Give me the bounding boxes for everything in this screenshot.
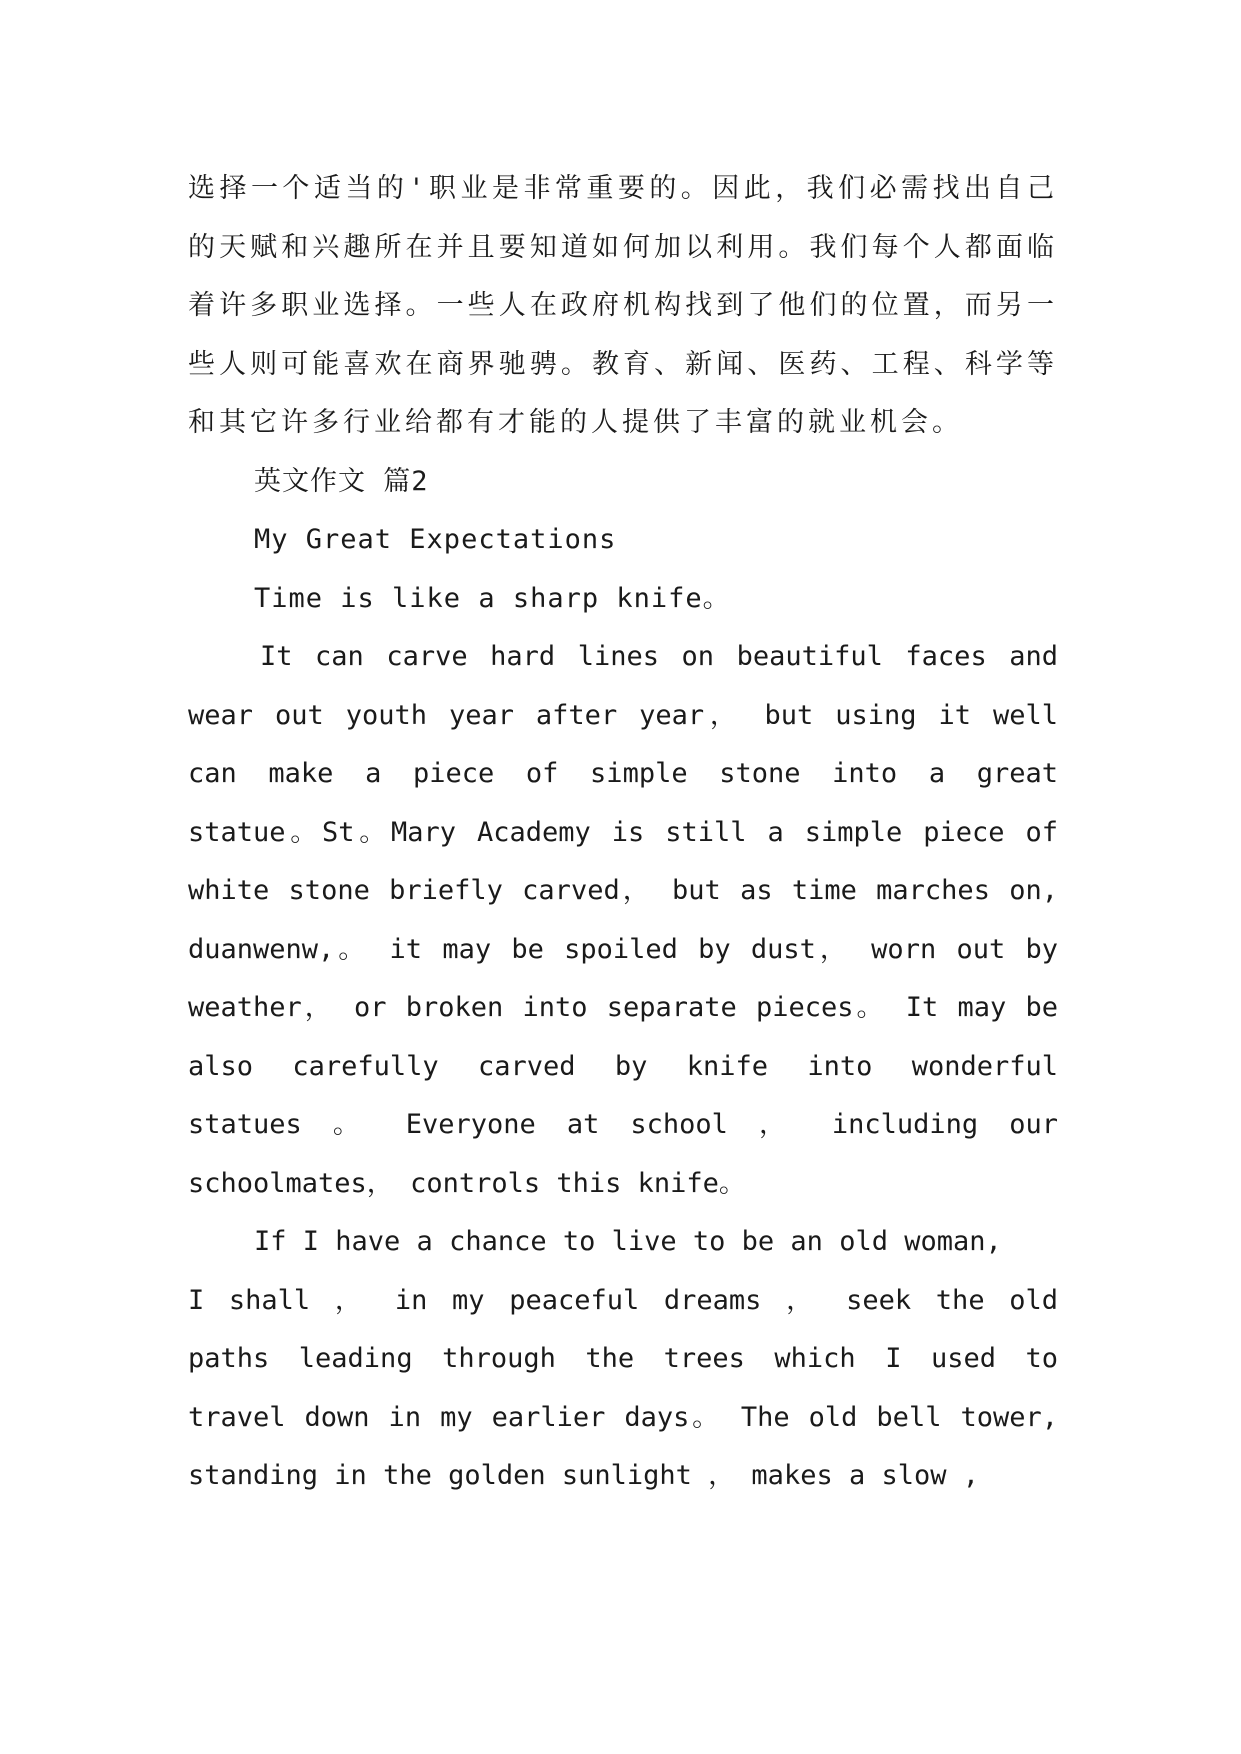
paragraph-2 — [188, 628, 1058, 1213]
document-body — [188, 160, 1058, 1506]
paragraph-line: can make a piece of simple stone into a great — [188, 758, 1058, 789]
paragraph-line: duanwenw,。 it may be spoiled by dust， worn out by — [188, 933, 1058, 965]
paragraph-line: It can carve hard lines on beautiful faces and — [260, 641, 1058, 672]
paragraph-line: I shall ， in my peaceful dreams ， seek the old — [188, 1284, 1058, 1316]
paragraph-line: standing in the golden sunlight ， makes a slow , — [188, 1460, 980, 1491]
paragraph-line: also carefully carved by knife into wonderful — [188, 1050, 1058, 1082]
paragraph-line: paths leading through the trees which I used to — [188, 1343, 1058, 1374]
essay-title: My Great Expectations — [254, 524, 617, 555]
paragraph-line: white stone briefly carved， but as time marches on, — [188, 875, 1058, 906]
chinese-paragraph: 选择一个适当的'职业是非常重要的。因此，我们必需找出自己的天赋和兴趣所在并且要知道如何加以利用。我们每个人都面临着许多职业选择。一些人在政府机构找到了他们的位置，而另一些人则可能喜欢在商界驰骋。教育、新闻、医药、工程、科学等和其它许多行业给都有才能的人提供了丰富的就业机会。 — [188, 173, 1058, 438]
paragraph-1: Time is like a sharp knife。 — [254, 582, 731, 614]
paragraph-3 — [188, 1213, 1058, 1506]
paragraph-line: schoolmates， controls this knife。 — [188, 1167, 746, 1199]
paragraph-line: wear out youth year after year， but using it well — [188, 699, 1058, 731]
paragraph-line: statue。St。Mary Academy is still a simple piece of — [188, 816, 1058, 848]
paragraph-line: statues 。 Everyone at school ， including our — [188, 1109, 1058, 1140]
paragraph-line: If I have a chance to live to be an old woman, — [254, 1226, 1002, 1257]
paragraph-line: travel down in my earlier days。 The old bell tower, — [188, 1401, 1058, 1433]
paragraph-line: weather， or broken into separate pieces。 It may be — [188, 992, 1058, 1023]
section-heading: 英文作文 篇2 — [254, 465, 429, 497]
